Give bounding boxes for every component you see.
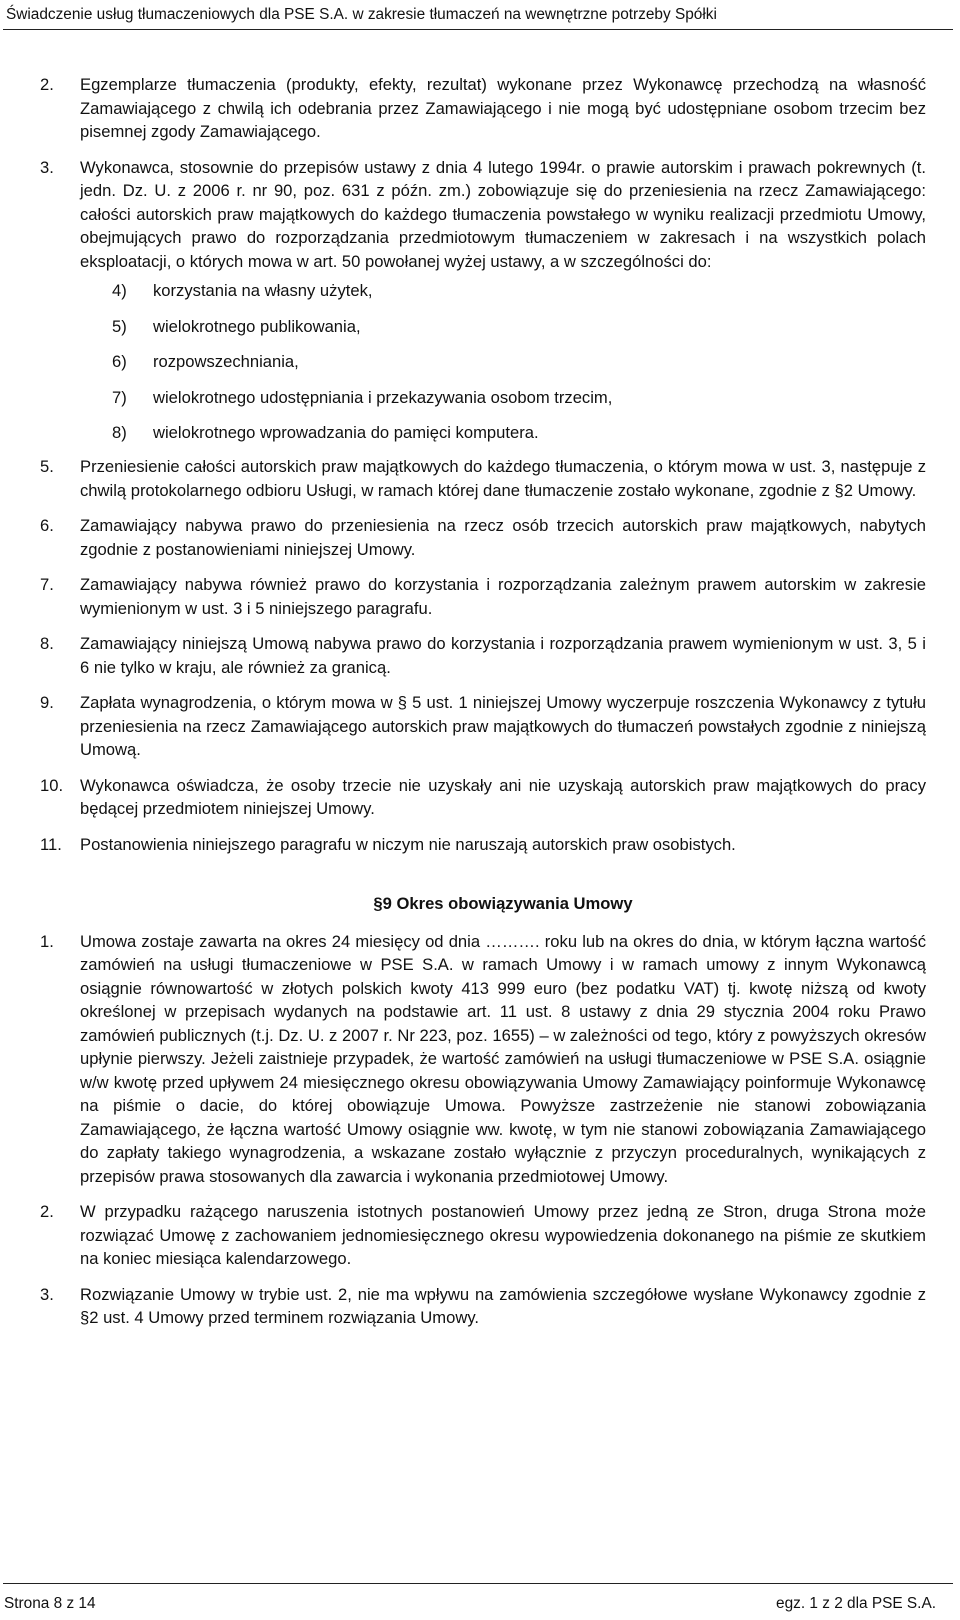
- item-number: 2.: [40, 1202, 54, 1221]
- item-number: 3.: [40, 1284, 54, 1304]
- item-text: Postanowienia niniejszego paragrafu w niczym nie naruszają autorskich praw osobistych.: [80, 834, 736, 854]
- list-item-text: wielokrotnego wprowadzania do pamięci komputera.: [153, 423, 539, 442]
- section-title: §9 Okres obowiązywania Umowy: [373, 894, 633, 913]
- paragraph-item-9: [40, 691, 926, 762]
- paragraph-item-11: [40, 833, 926, 857]
- list-item-number: 4): [112, 281, 127, 300]
- list-item: [40, 386, 926, 422]
- list-item-number: 5): [112, 316, 127, 336]
- list-item-text: wielokrotnego udostępniania i przekazywania osobom trzecim,: [153, 387, 613, 407]
- item-text: Wykonawca oświadcza, że osoby trzecie nie uzyskały ani nie uzyskają autorskich praw majątkowych do pracy będącej przedmiotem niniejszej Umowy.: [80, 775, 926, 818]
- list-item-text: wielokrotnego publikowania,: [153, 316, 361, 336]
- item-text: Zapłata wynagrodzenia, o którym mowa w § 5 ust. 1 niniejszej Umowy wyczerpuje roszczenia Wykonawcy z tytułu przeniesienia na rzecz Zamawiającego autorskich praw majątkowych do tłumaczeń powstałych zgodnie z niniejszą Umową.: [80, 693, 926, 759]
- paragraph-item-8: [40, 632, 926, 679]
- list-item-text: korzystania na własny użytek,: [153, 281, 373, 300]
- section-item-2: [40, 1200, 926, 1271]
- paragraph-item-2: [40, 73, 926, 144]
- item-text: Zamawiający nabywa prawo do przeniesienia na rzecz osób trzecich autorskich praw majątkowych, nabytych zgodnie z postanowieniami niniejszej Umowy.: [80, 516, 926, 559]
- paragraph-item-6: [40, 514, 926, 561]
- list-item-text: rozpowszechniania,: [153, 352, 299, 371]
- item-number: 10.: [40, 775, 64, 795]
- item-text: Umowa zostaje zawarta na okres 24 miesięcy od dnia ………. roku lub na okres do dnia, w którym łączna wartość zamówień na usługi tłumaczeniowe w PSE S.A. w ramach Umowy i w ramach umowy z innym Wykonawcą osiągnie równowartość w złotych polskich kwoty 413 999 euro (bez podatku VAT) tj. kwotę niższą od kwoty określonej w przepisach wydanych na podstawie art. 11 ust. 8 ustawy z dnia 29 stycznia 2004 roku Prawo zamówień publicznych (t.j. Dz. U. z 2007 r. Nr 223, poz. 1655) – w zależności od tego, który z powyższych okresów upłynie pierwszy. Jeżeli zaistnieje przypadek, że wartość zamówień na usługi tłumaczeniowe w PSE S.A. osiągnie w/w kwotę przed upływem 24 miesięcznego okresu obowiązywania Umowy Zamawiający poinformuje Wykonawcę na piśmie o dacie, do której obowiązuje Umowa. Powyższe zastrzeżenie nie stanowi zobowiązania Zamawiającego, że łączna wartość Umowy osiągnie ww. kwotę, w tym nie stanowi zobowiązania Zamawiającego do zapłaty takiego wynagrodzenia, a wskazane zostało wyłącznie z przyczyn proceduralnych, wynikających z przepisów prawa stosowanych dla zawarcia i wykonania przedmiotowej Umowy.: [80, 931, 926, 1186]
- section-item-1: [40, 930, 926, 1189]
- list-item: [40, 350, 926, 386]
- item-text: W przypadku rażącego naruszenia istotnych postanowień Umowy przez jedną ze Stron, druga Strona może rozwiązać Umowę z zachowaniem jednomiesięcznego okresu wypowiedzenia dokonanego na piśmie ze skutkiem na koniec miesiąca kalendarzowego.: [80, 1202, 926, 1268]
- running-header: Świadczenie usług tłumaczeniowych dla PSE S.A. w zakresie tłumaczeń na wewnętrzne potrzeby Spółki: [6, 6, 717, 23]
- fields-of-exploitation-list: [40, 279, 926, 449]
- item-number: 1.: [40, 931, 54, 951]
- item-number: 3.: [40, 157, 54, 177]
- page-number: Strona 8 z 14: [4, 1595, 96, 1612]
- list-item-number: 6): [112, 352, 127, 371]
- copy-label: egz. 1 z 2 dla PSE S.A.: [776, 1595, 936, 1612]
- item-number: 11.: [40, 834, 62, 854]
- header-divider: [3, 29, 953, 30]
- document-body: [40, 73, 926, 1342]
- list-item: [40, 315, 926, 351]
- paragraph-item-3: [40, 156, 926, 274]
- list-item: [40, 421, 926, 449]
- item-number: 9.: [40, 693, 54, 712]
- item-text: Zamawiający niniejszą Umową nabywa prawo do korzystania i rozporządzania prawem wymienionym w ust. 3, 5 i 6 nie tylko w kraju, ale również za granicą.: [80, 634, 926, 677]
- section-item-3: [40, 1283, 926, 1330]
- paragraph-item-7: [40, 573, 926, 620]
- item-number: 6.: [40, 516, 54, 535]
- item-number: 7.: [40, 575, 54, 594]
- list-item: [40, 279, 926, 315]
- item-number: 8.: [40, 634, 54, 653]
- item-text: Wykonawca, stosownie do przepisów ustawy z dnia 4 lutego 1994r. o prawie autorskim i prawach pokrewnych (t. jedn. Dz. U. z 2006 r. nr 90, poz. 631 z późn. zm.) zobowiązuje się do przeniesienia na rzecz Zamawiającego: całości autorskich praw majątkowych do każdego tłumaczenia powstałego w wyniku realizacji przedmiotu Umowy, obejmujących prawo do rozporządzania przedmiotowym tłumaczeniem w zakresach i na wszystkich polach eksploatacji, o których mowa w art. 50 powołanej wyżej ustawy, a w szczególności do:: [80, 157, 926, 271]
- item-text: Zamawiający nabywa również prawo do korzystania i rozporządzania zależnym prawem autorskim w zakresie wymienionym w ust. 3 i 5 niniejszego paragrafu.: [80, 575, 926, 618]
- item-text: Przeniesienie całości autorskich praw majątkowych do każdego tłumaczenia, o którym mowa w ust. 3, następuje z chwilą protokolarnego odbioru Usługi, w ramach której dane tłumaczenie zostało wykonane, zgodnie z §2 Umowy.: [80, 457, 926, 500]
- item-number: 2.: [40, 75, 54, 94]
- item-text: Rozwiązanie Umowy w trybie ust. 2, nie ma wpływu na zamówienia szczegółowe wysłane Wykonawcy zgodnie z §2 ust. 4 Umowy przed terminem rozwiązania Umowy.: [80, 1284, 926, 1327]
- paragraph-item-5: [40, 455, 926, 502]
- paragraph-item-10: [40, 774, 926, 821]
- list-item-number: 7): [112, 387, 127, 407]
- item-number: 5.: [40, 457, 54, 476]
- list-item-number: 8): [112, 423, 127, 442]
- item-text: Egzemplarze tłumaczenia (produkty, efekty, rezultat) wykonane przez Wykonawcę przechodzą na własność Zamawiającego z chwilą ich odebrania przez Zamawiającego i nie mogą być udostępniane osobom trzecim bez pisemnej zgody Zamawiającego.: [80, 75, 926, 141]
- footer-divider: [3, 1583, 953, 1584]
